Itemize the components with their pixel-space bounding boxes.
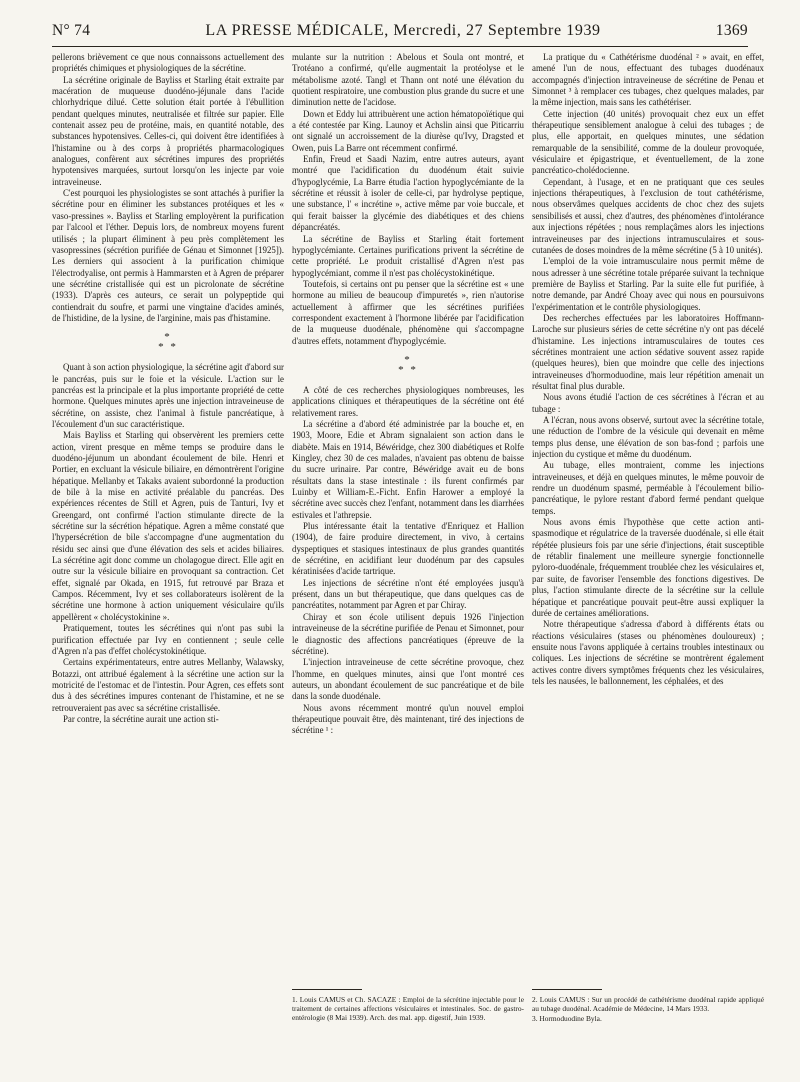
column-1	[52, 52, 284, 1052]
paragraph: Down et Eddy lui attribuèrent une action hématopoïétique qui a été contestée par King. Launoy et Achslin ainsi que Piticarriu ont signalé un accroissement de la diurèse qu'Ivy, Dragsted et Owen, puis La Barre ont récemment confirmé.	[292, 108, 524, 153]
footnote-rule	[532, 989, 602, 990]
column-2	[292, 52, 524, 1052]
paragraph: Mais Bayliss et Starling qui observèrent les premiers cette action, virent presque en même temps se produire dans le duodéno-jéjunum un abondant écoulement de bile. Henri et Portier, en excluant la vésicule biliaire, en démontrèrent l'origine hépatique. Mellanby et Takaks avaient subordonné la production de bile à la mise en activité préalable du pancréas. Des expériences récentes de Still et Agren, puis de Tanturi, Ivy et Greengard, ont confirmé l'action stimulante directe de la sécrétine sur la sécrétion hépatique. Agren a même constaté que l'hypersécrétion de bile s'accompagne d'une augmentation du résidu sec ainsi que d'une élévation des sels et acides biliaires. La sécrétine agit donc comme un cholagogue direct. Elle agit en outre sur la vésicule biliaire en provoquant sa contraction. Cet effet, signalé par Okada, en 1915, fut retrouvé par Braza et Campos. Récemment, Ivy et ses collaborateurs isolèrent de la sécrétine une hormone à action uniquement vésiculaire qu'ils appellèrent « cholécystokinine ».	[52, 430, 284, 622]
paragraph: La sécrétine de Bayliss et Starling était fortement hypoglycémiante. Certaines purifications privent la sécrétine de cette propriété. Le produit cristallisé d'Agren n'est pas hypoglycémiant, comme il n'est pas cholécystokinétique.	[292, 233, 524, 278]
paragraph: Au tubage, elles montraient, comme les injections intraveineuses, et déjà en quelques minutes, le même pouvoir de rendre un duodénum spasmé, perméable à l'écoulement bilio-pancréatique, le pylore restant d'abord fermé pendant quelque temps.	[532, 460, 764, 516]
paragraph: L'injection intraveineuse de cette sécrétine provoque, chez l'homme, en quelques minutes, ainsi que l'ont montré ces auteurs, un abondant écoulement de suc pancréatique et de bile dans la sonde duodénale.	[292, 657, 524, 702]
paragraph: mulante sur la nutrition : Abelous et Soula ont montré, et Trotéano a confirmé, qu'elle augmentait la protéolyse et le métabolisme azoté. Tangl et Thann ont noté une élévation du quotient respiratoire, une combustion plus grande du sucre et une diminution nette de l'acidose.	[292, 52, 524, 108]
paragraph: Nous avons étudié l'action de ces sécrétines à l'écran et au tubage :	[532, 392, 764, 414]
paragraph: Par contre, la sécrétine aurait une action sti-	[63, 713, 219, 724]
footnote-2: 2. Louis CAMUS : Sur un procédé de cathétérisme duodénal rapide appliqué au tubage duodénal. Académie de Médecine, 14 Mars 1933.	[532, 995, 764, 1014]
footnotes	[292, 977, 524, 1023]
paragraph: Certains expérimentateurs, entre autres Mellanby, Walawsky, Botazzi, ont attribué également à la sécrétine une action sur la motricité de l'estomac et de l'intestin. Pour Agren, ces effets sont dus à des sécrétines impures contenant de l'histamine, et ne se retrouveraient pas avec sa sécrétine cristallisée.	[52, 657, 284, 713]
paragraph: A l'écran, nous avons observé, surtout avec la sécrétine totale, une réduction de l'ombre de la vésicule qui devenait en même temps plus dense, une élévation de son bas-fond ; parfois une injection du cystique et même du duodénum.	[532, 415, 764, 460]
journal-title: LA PRESSE MÉDICALE, Mercredi, 27 Septembre 1939	[205, 22, 601, 39]
footnote-1: 1. Louis CAMUS et Ch. SACAZE : Emploi de la sécrétine injectable pour le traitement de certaines affections vésiculaires et intestinales. Soc. de gastro-entérologie (8 Mai 1939). Arch. des mal. app. digestif, Juin 1939.	[292, 995, 524, 1023]
paragraph: Pratiquement, toutes les sécrétines qui n'ont pas subi la purification effectuée par Ivy en contiennent ; seule celle d'Agren n'a pas d'effet cholécystokinétique.	[52, 623, 284, 656]
paragraph: Quant à son action physiologique, la sécrétine agit d'abord sur le pancréas, puis sur le foie et la vésicule. L'action sur le pancréas est la principale et la plus importante propriété de cette hormone. Quelques minutes après une injection intraveineuse de sécrétine, on assiste, chez l'animal à fistule pancréatique, à l'écoulement d'un suc caractéristique.	[52, 362, 284, 429]
paragraph: La pratique du « Cathétérisme duodénal ² » avait, en effet, amené l'un de nous, effectuant des tubages duodénaux accompagnés d'injection intraveineuse de sécrétine de Penau et Simonnet ³ à remplacer ces tubages, chez quelques malades, par la même injection, mais sans les cathétériser.	[532, 52, 764, 108]
column-3	[532, 52, 764, 1052]
paragraph: La sécrétine a d'abord été administrée par la bouche et, en 1903, Moore, Edie et Abram signalaient son action dans le diabète. Mais en 1914, Béwéridge, chez 300 diabétiques et Rolfe Kingley, chez 30 de ces malades, n'avaient pas obtenu de baisse du sucre urinaire. Par contre, Béwéridge avait eu de bons résultats dans la stase intestinale : ils furent confirmés par Luinby et William-E.-Ficht. Enfin Harower a employé la sécrétine avec succès chez l'enfant, notamment dans les diarrhées estivales et l'athrepsie.	[292, 418, 524, 520]
paragraph: Nous avons émis l'hypothèse que cette action anti-spasmodique et régulatrice de la traversée duodénale, si elle était répétée plusieurs fois par une série d'injections, était susceptible de rétablir finalement une meilleure synergie fonctionnelle pyloro-duodénale, fréquemment troublée chez les vésiculaires et, par suite, de favoriser l'ensemble des fonctions digestives. De plus, l'action stimulante directe de la sécrétine sur la cellule hépatique et pancréatique pouvait peut-être aussi expliquer la durée de certaines améliorations.	[532, 517, 764, 618]
footnote-3: 3. Hormoduodine Byla.	[532, 1014, 602, 1024]
page-number: 1369	[715, 22, 748, 39]
footnotes	[532, 977, 764, 1024]
section-separator: * * *	[158, 331, 178, 354]
paragraph: A côté de ces recherches physiologiques nombreuses, les applications cliniques et thérapeutiques de la sécrétine ont été relativement rares.	[292, 384, 524, 418]
footnote-rule	[292, 989, 362, 990]
paragraph: Des recherches effectuées par les laboratoires Hoffmann-Laroche sur plusieurs séries de cette sécrétine n'y ont pas décelé d'histamine. Les injections intramusculaires de toutes ces sécrétines montraient une action sédative souvent assez rapide (quelques heures), bien que moindre que celle des injections intraveineuses d'hormoduodine, mais leur répétition amenait un résultat final plus durable.	[532, 312, 764, 391]
paragraph: Nous avons récemment montré qu'un nouvel emploi thérapeutique pouvait être, dès maintenant, tiré des injections de sécrétine ¹ :	[292, 702, 524, 736]
header-rule	[52, 46, 748, 47]
paragraph: La sécrétine originale de Bayliss et Starling était extraite par macération de muqueuse duodéno-jéjunale dans l'acide chlorhydrique dilué. Cette solution était portée à l'ébullition pendant quelques minutes, neutralisée et filtrée sur papier. Elle contenait assez peu de protéine, mais, en quantité notable, des substances hypotensives. Celles-ci, qui doivent être identifiées à l'histamine ou à des corps à propriétés pharmacologiques analogues, confèrent aux sécrétines impures des propriétés hypotensives marquées, surtout lorsqu'on les injecte par voie intraveineuse.	[52, 74, 284, 187]
paragraph: Notre thérapeutique s'adressa d'abord à différents états ou réactions vésiculaires (stases ou phénomènes douloureux) ; ensuite nous l'avons appliquée à certains troubles intestinaux ou coliques. Les injections de sécrétine se montrèrent également actives contre divers symptômes fréquents chez les vésiculaires, tels les nausées, le ballonnement, les céphalées, et des	[532, 619, 764, 686]
paragraph: Chiray et son école utilisent depuis 1926 l'injection intraveineuse de la sécrétine purifiée de Penau et Simonnet, pour le diagnostic des affections pancréatiques (épreuve de la sécrétine).	[292, 611, 524, 656]
issue-number: N° 74	[52, 22, 91, 39]
paragraph: C'est pourquoi les physiologistes se sont attachés à purifier la sécrétine pour en éliminer les substances protéiques et les « vaso-pressines ». Bayliss et Starling employèrent la purification par l'alcool et l'éther. Depuis lors, de nombreux moyens furent utilisés ; la plupart éliminent à peu près complètement les vasopressines (sécrétion purifiée de Génau et Simonnet [1925]). Les derniers qui associent à la purification chimique l'électrodyalise, ont permis à Hammarsten et à Agren de préparer une sécrétine cristallisée qui est un picrolonate de sécrétine (1933). D'après ces auteurs, ce serait un polypeptide qui contiendrait du soufre, et parmi une vingtaine d'acides aminés, de l'histidine, de la lysine, de l'arginine, mais pas d'histamine.	[52, 188, 284, 323]
paragraph: Enfin, Freud et Saadi Nazim, entre autres auteurs, ayant montré que l'acidification du duodénum était suivie d'hypoglycémie, La Barre étudia l'action hypoglycémiante de la sécrétine et réussit à isoler de celle-ci, par hydrolyse peptique, une substance, l' « incrétine », active même par voie buccale, et qui ferait baisser la glycémie des diabétiques et des chiens dépancréatés.	[292, 154, 524, 233]
paragraph: Toutefois, si certains ont pu penser que la sécrétine est « une hormone au milieu de beaucoup d'impuretés », rien n'autorise actuellement à affirmer que les sécrétines purifiées correspondent exactement à l'hormone libérée par l'acidification de la muqueuse duodénale, phénomène qui s'accompagne d'autres effets, notamment d'hypoglycémie.	[292, 278, 524, 346]
running-header	[52, 22, 748, 44]
paragraph: Plus intéressante était la tentative d'Enriquez et Hallion (1904), de faire produire directement, in vivo, à certains dyspeptiques et stasiques intestinaux de plus grandes quantités de sécrétine, en acidifiant leur duodénum par des capsules kératinisées d'acide tartrique.	[292, 521, 524, 577]
section-separator: * * *	[398, 353, 418, 376]
paragraph: Les injections de sécrétine n'ont été employées jusqu'à présent, dans un but thérapeutique, que dans quelques cas de pancréatites, notamment par Agren et par Chiray.	[292, 577, 524, 611]
paragraph: L'emploi de la voie intramusculaire nous permit même de nous adresser à une sécrétine totale préparée suivant la technique première de Bayliss et Starling. Par la suite elle fut purifiée, à notre demande, par André Choay avec qui nous en poursuivons l'expérimentation et le contrôle physiologiques.	[532, 256, 764, 312]
paragraph: Cette injection (40 unités) provoquait chez eux un effet thérapeutique sensiblement analogue à celui des tubages ; de plus, elle apportait, en quelques minutes, une sédation remarquable de la sensibilité, comme de la douleur provoquée, vésiculaire et épigastrique, et éventuellement, de la zone pancréatico-cholédocienne.	[532, 108, 764, 176]
paragraph: Cependant, à l'usage, et en ne pratiquant que ces seules injections thérapeutiques, à l'exclusion de tout cathétérisme, nous observâmes quelques accidents de choc chez des sujets sensibilisés et aussi, chez d'autres, des phénomènes d'intolérance aux injections répétées ; nous remplaçâmes alors les injections intraveineuses par des injections intramusculaires et sous-cutanées de doses moindres de la même sécrétine (5 à 10 unités).	[532, 176, 764, 255]
paragraph: pellerons brièvement ce que nous connaissons actuellement des propriétés chimiques et physiologiques de la sécrétine.	[52, 52, 284, 74]
